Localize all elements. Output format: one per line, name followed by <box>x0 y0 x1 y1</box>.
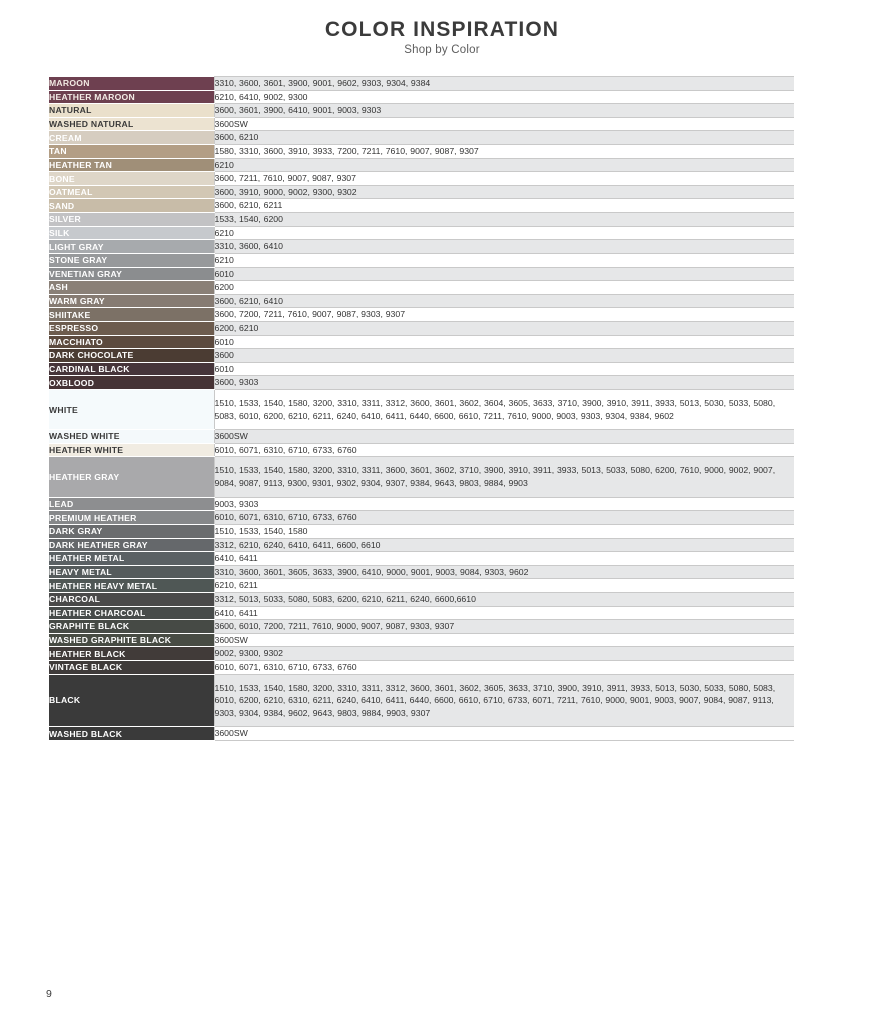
table-row <box>49 321 794 335</box>
table-row <box>49 240 794 254</box>
page-header <box>0 0 884 56</box>
table-row <box>49 430 794 444</box>
table-row <box>49 674 794 727</box>
color-swatch-cell: LIGHT GRAY <box>49 240 214 254</box>
color-swatch-cell: HEATHER WHITE <box>49 443 214 457</box>
style-codes-cell: 6210 <box>214 226 794 240</box>
table-row <box>49 633 794 647</box>
color-swatch-cell: ASH <box>49 281 214 295</box>
table-row <box>49 104 794 118</box>
table-row <box>49 362 794 376</box>
style-codes-cell: 3600, 9303 <box>214 376 794 390</box>
table-row <box>49 172 794 186</box>
style-codes-cell: 1510, 1533, 1540, 1580, 3200, 3310, 3311, 3600, 3601, 3602, 3710, 3900, 3910, 3911, 3933, 5013, 5033, 5080, 6200, 7610, 9000, 9002, 9007, 9084, 9087, 9113, 9300, 9301, 9302, 9304, 9307, 9384, 9643, 9803, 9884, 9903 <box>214 457 794 497</box>
table-row <box>49 185 794 199</box>
color-swatch-cell: ESPRESSO <box>49 321 214 335</box>
color-swatch-cell: WASHED WHITE <box>49 430 214 444</box>
style-codes-cell: 3600SW <box>214 430 794 444</box>
color-swatch-cell: OATMEAL <box>49 185 214 199</box>
page-title: COLOR INSPIRATION <box>324 18 560 41</box>
table-row <box>49 620 794 634</box>
color-swatch-cell: WHITE <box>49 390 214 430</box>
style-codes-cell: 3600, 7211, 7610, 9007, 9087, 9307 <box>214 172 794 186</box>
table-row <box>49 267 794 281</box>
style-codes-cell: 1510, 1533, 1540, 1580 <box>214 524 794 538</box>
table-row <box>49 145 794 159</box>
color-swatch-cell: HEATHER CHARCOAL <box>49 606 214 620</box>
style-codes-cell: 9003, 9303 <box>214 497 794 511</box>
style-codes-cell: 6210 <box>214 158 794 172</box>
style-codes-cell: 3312, 5013, 5033, 5080, 5083, 6200, 6210, 6211, 6240, 6600,6610 <box>214 592 794 606</box>
color-swatch-cell: LEAD <box>49 497 214 511</box>
color-swatch-cell: MAROON <box>49 77 214 91</box>
color-swatch-cell: HEATHER HEAVY METAL <box>49 579 214 593</box>
color-swatch-cell: CREAM <box>49 131 214 145</box>
style-codes-cell: 6410, 6411 <box>214 552 794 566</box>
style-codes-cell: 6010, 6071, 6310, 6710, 6733, 6760 <box>214 443 794 457</box>
table-row <box>49 117 794 131</box>
color-swatch-cell: BONE <box>49 172 214 186</box>
color-swatch-cell: WASHED NATURAL <box>49 117 214 131</box>
table-row <box>49 524 794 538</box>
color-swatch-cell: WASHED BLACK <box>49 727 214 741</box>
style-codes-cell: 6210, 6410, 9002, 9300 <box>214 90 794 104</box>
style-codes-cell: 3310, 3600, 6410 <box>214 240 794 254</box>
table-row <box>49 538 794 552</box>
color-swatch-cell: STONE GRAY <box>49 253 214 267</box>
table-row <box>49 606 794 620</box>
color-swatch-cell: PREMIUM HEATHER <box>49 511 214 525</box>
table-row <box>49 90 794 104</box>
style-codes-cell: 1580, 3310, 3600, 3910, 3933, 7200, 7211, 7610, 9007, 9087, 9307 <box>214 145 794 159</box>
style-codes-cell: 3600, 3601, 3900, 6410, 9001, 9003, 9303 <box>214 104 794 118</box>
style-codes-cell: 9002, 9300, 9302 <box>214 647 794 661</box>
style-codes-cell: 6010 <box>214 362 794 376</box>
table-row <box>49 281 794 295</box>
table-row <box>49 131 794 145</box>
style-codes-cell: 6410, 6411 <box>214 606 794 620</box>
color-swatch-cell: WASHED GRAPHITE BLACK <box>49 633 214 647</box>
table-row <box>49 660 794 674</box>
style-codes-cell: 3312, 6210, 6240, 6410, 6411, 6600, 6610 <box>214 538 794 552</box>
table-row <box>49 213 794 227</box>
style-codes-cell: 6010, 6071, 6310, 6710, 6733, 6760 <box>214 511 794 525</box>
style-codes-cell: 1510, 1533, 1540, 1580, 3200, 3310, 3311, 3312, 3600, 3601, 3602, 3604, 3605, 3633, 3710, 3900, 3910, 3911, 3933, 5013, 5030, 5033, 5080, 5083, 6010, 6200, 6210, 6211, 6240, 6410, 6411, 6440, 6600, 6610, 7211, 7610, 9000, 9003, 9303, 9304, 9384, 9602 <box>214 390 794 430</box>
color-swatch-cell: CHARCOAL <box>49 592 214 606</box>
style-codes-cell: 3600, 3910, 9000, 9002, 9300, 9302 <box>214 185 794 199</box>
color-swatch-cell: VINTAGE BLACK <box>49 660 214 674</box>
color-swatch-cell: SAND <box>49 199 214 213</box>
style-codes-cell: 3600SW <box>214 727 794 741</box>
color-swatch-cell: GRAPHITE BLACK <box>49 620 214 634</box>
table-row <box>49 511 794 525</box>
style-codes-cell: 3600, 6210, 6211 <box>214 199 794 213</box>
table-row <box>49 457 794 497</box>
style-codes-cell: 3600, 6010, 7200, 7211, 7610, 9000, 9007, 9087, 9303, 9307 <box>214 620 794 634</box>
color-swatch-cell: SILK <box>49 226 214 240</box>
table-row <box>49 390 794 430</box>
color-inspiration-table <box>49 76 794 741</box>
style-codes-cell: 1510, 1533, 1540, 1580, 3200, 3310, 3311, 3312, 3600, 3601, 3602, 3605, 3633, 3710, 3900, 3910, 3911, 3933, 5013, 5030, 5033, 5080, 5083, 6010, 6200, 6210, 6310, 6211, 6240, 6410, 6411, 6440, 6600, 6610, 6710, 6733, 6071, 7211, 7610, 9000, 9001, 9003, 9007, 9084, 9087, 9113, 9303, 9304, 9384, 9602, 9643, 9803, 9884, 9903, 9307 <box>214 674 794 727</box>
table-row <box>49 308 794 322</box>
color-swatch-cell: HEATHER TAN <box>49 158 214 172</box>
style-codes-cell: 6010 <box>214 335 794 349</box>
table-row <box>49 647 794 661</box>
table-row <box>49 592 794 606</box>
color-swatch-cell: WARM GRAY <box>49 294 214 308</box>
style-codes-cell: 3600SW <box>214 633 794 647</box>
color-swatch-cell: HEATHER MAROON <box>49 90 214 104</box>
color-swatch-cell: TAN <box>49 145 214 159</box>
style-codes-cell: 3600, 7200, 7211, 7610, 9007, 9087, 9303, 9307 <box>214 308 794 322</box>
style-codes-cell: 3600, 6210, 6410 <box>214 294 794 308</box>
table-row <box>49 199 794 213</box>
color-swatch-cell: SHIITAKE <box>49 308 214 322</box>
style-codes-cell: 6210, 6211 <box>214 579 794 593</box>
color-swatch-cell: NATURAL <box>49 104 214 118</box>
style-codes-cell: 6200, 6210 <box>214 321 794 335</box>
color-swatch-cell: DARK GRAY <box>49 524 214 538</box>
style-codes-cell: 6200 <box>214 281 794 295</box>
color-swatch-cell: HEATHER METAL <box>49 552 214 566</box>
style-codes-cell: 6010 <box>214 267 794 281</box>
color-table-body <box>49 77 794 741</box>
style-codes-cell: 3600SW <box>214 117 794 131</box>
color-swatch-cell: DARK HEATHER GRAY <box>49 538 214 552</box>
color-swatch-cell: OXBLOOD <box>49 376 214 390</box>
table-row <box>49 158 794 172</box>
table-row <box>49 552 794 566</box>
page-number: 9 <box>46 988 52 1000</box>
style-codes-cell: 1533, 1540, 6200 <box>214 213 794 227</box>
style-codes-cell: 3310, 3600, 3601, 3605, 3633, 3900, 6410, 9000, 9001, 9003, 9084, 9303, 9602 <box>214 565 794 579</box>
style-codes-cell: 6010, 6071, 6310, 6710, 6733, 6760 <box>214 660 794 674</box>
table-row <box>49 376 794 390</box>
table-row <box>49 77 794 91</box>
table-row <box>49 727 794 741</box>
table-row <box>49 226 794 240</box>
style-codes-cell: 3310, 3600, 3601, 3900, 9001, 9602, 9303, 9304, 9384 <box>214 77 794 91</box>
color-swatch-cell: MACCHIATO <box>49 335 214 349</box>
table-row <box>49 294 794 308</box>
color-swatch-cell: DARK CHOCOLATE <box>49 349 214 363</box>
table-row <box>49 335 794 349</box>
color-swatch-cell: VENETIAN GRAY <box>49 267 214 281</box>
color-swatch-cell: SILVER <box>49 213 214 227</box>
color-swatch-cell: CARDINAL BLACK <box>49 362 214 376</box>
color-swatch-cell: BLACK <box>49 674 214 727</box>
table-row <box>49 253 794 267</box>
color-table-container <box>49 76 794 741</box>
table-row <box>49 565 794 579</box>
page-subtitle: Shop by Color <box>404 44 480 57</box>
color-swatch-cell: HEATHER GRAY <box>49 457 214 497</box>
style-codes-cell: 3600 <box>214 349 794 363</box>
table-row <box>49 349 794 363</box>
color-swatch-cell: HEAVY METAL <box>49 565 214 579</box>
table-row <box>49 497 794 511</box>
color-swatch-cell: HEATHER BLACK <box>49 647 214 661</box>
table-row <box>49 443 794 457</box>
style-codes-cell: 3600, 6210 <box>214 131 794 145</box>
table-row <box>49 579 794 593</box>
style-codes-cell: 6210 <box>214 253 794 267</box>
